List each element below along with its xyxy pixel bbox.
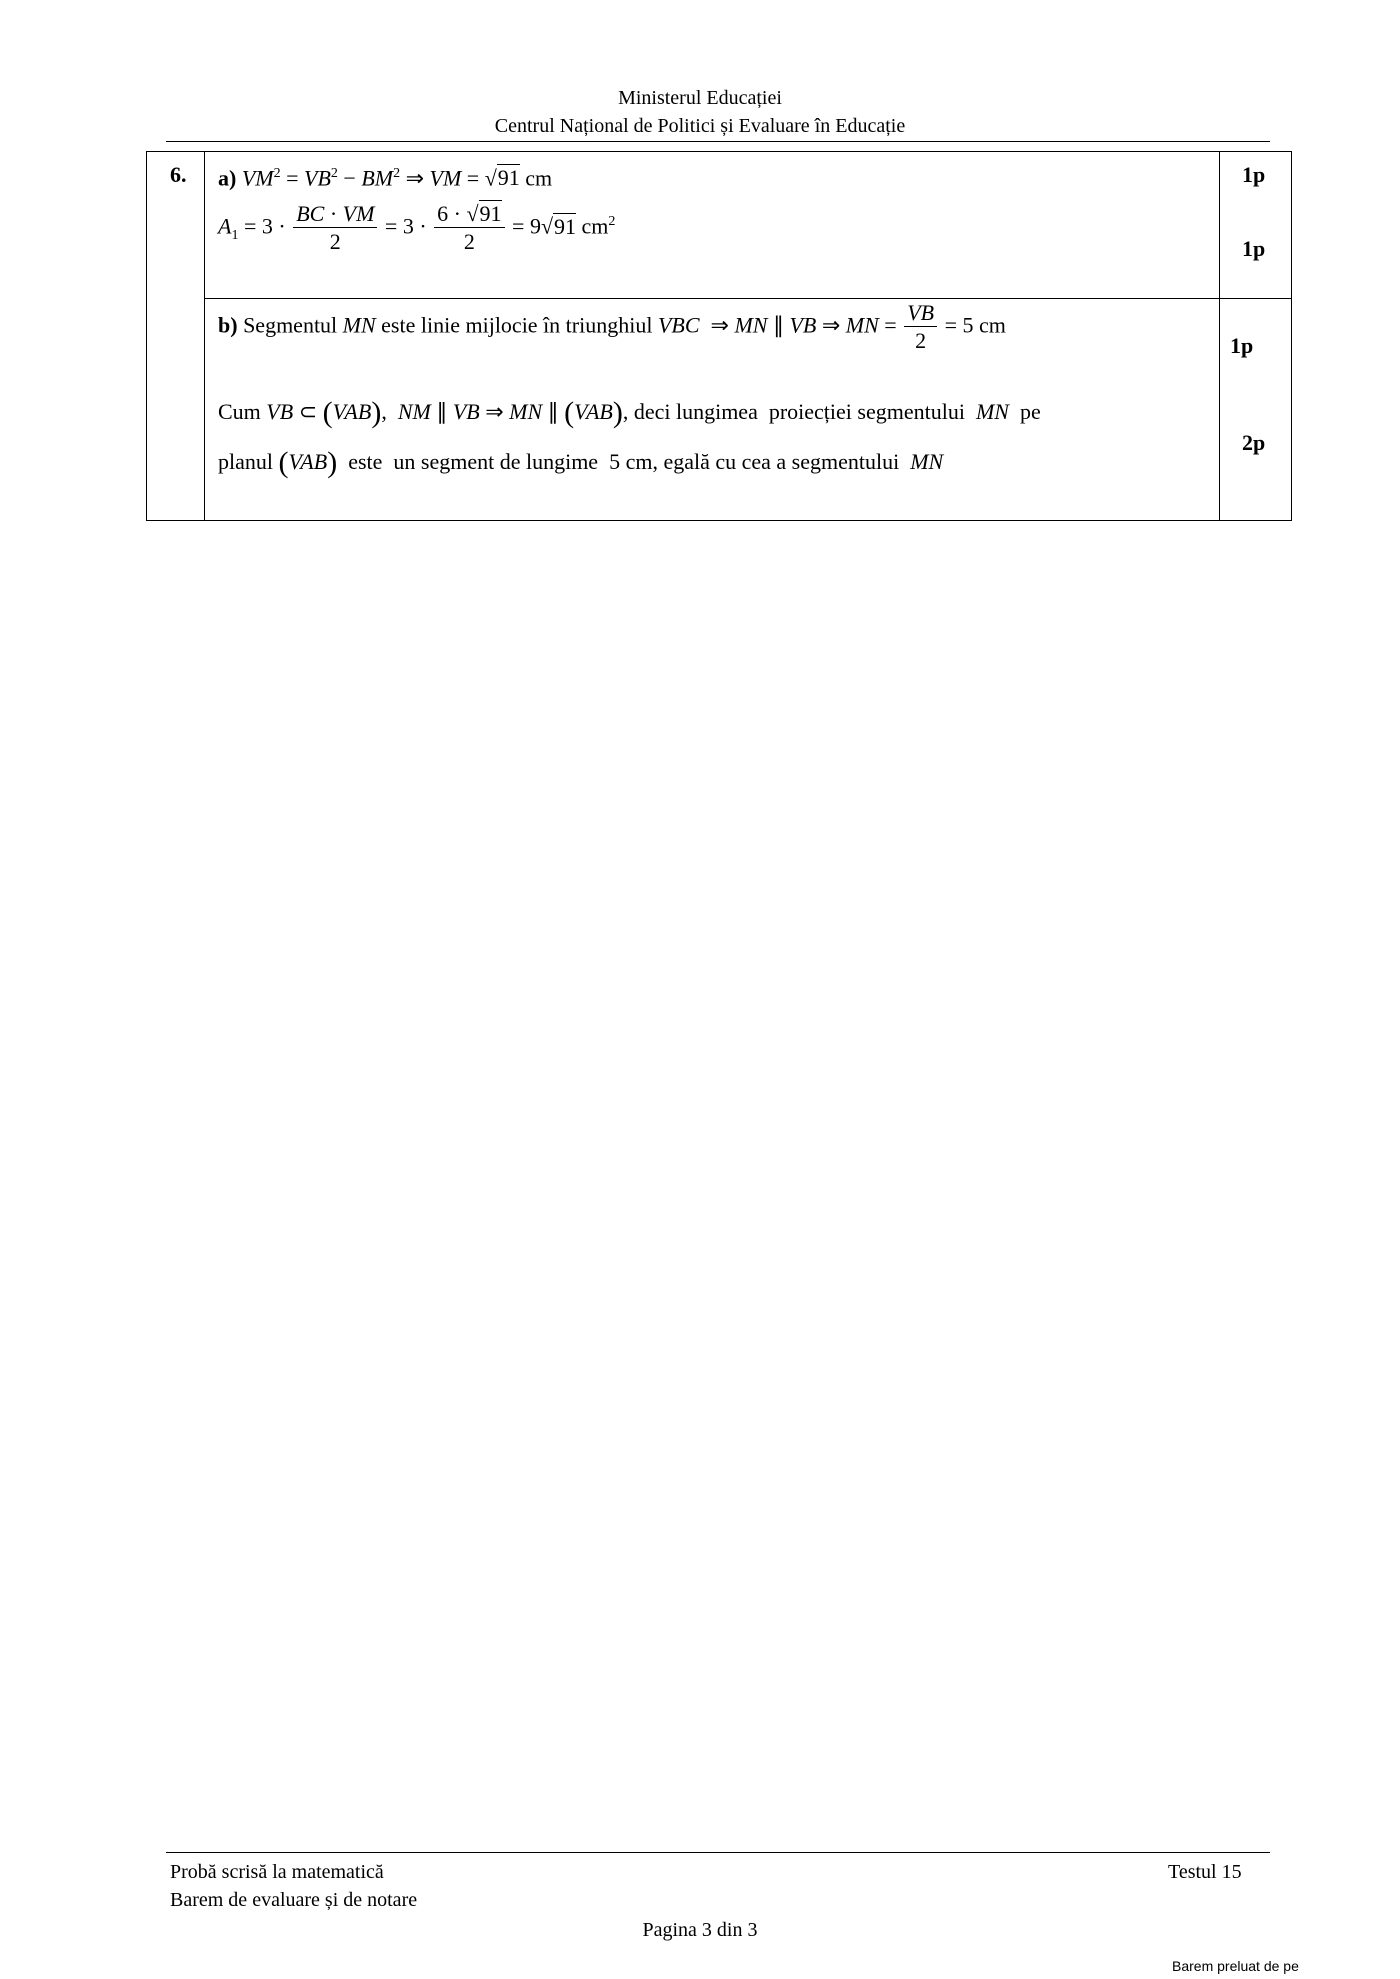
header-ministry: Ministerul Educației [618,87,782,109]
fraction-bc-vm: $\frac{BC \cdot VM}{2}$ [293,201,377,256]
fraction-vb-2: $\frac{VB}{2}$ [904,300,937,355]
header-rule [166,141,1270,142]
footer-exam-title: Probă scrisă la matematică [170,1861,384,1883]
fraction-6-sqrt91: $\frac{6 \cdot √91}{2}$ [434,201,504,256]
part-a-label: a) [218,165,237,191]
points-b-2: 2p [1242,430,1266,455]
footer-test-number: Testul 15 [1168,1861,1242,1883]
table-row-divider [204,298,1291,299]
header-center: Centrul Național de Politici și Evaluare în Educație [494,115,906,137]
table-col-divider-left [204,151,205,520]
points-b-1: 1p [1230,333,1254,358]
points-a-1: 1p [1242,162,1266,187]
footer-source-note: Barem preluat de pe [1172,1958,1299,1974]
footer-subtitle: Barem de evaluare și de notare [170,1889,418,1911]
part-b-label: b) [218,312,238,338]
footer-rule [166,1852,1270,1853]
footer-page-number: Pagina 3 din 3 [642,1919,758,1941]
part-b-line-2: Cum VB ⊂ (VAB), NM ∥ VB ⇒ MN ∥ (VAB), deci lungimea proiecției segmentului MN pe [218,396,1041,429]
part-a-line-1: a) $VM^2 = VB^2 - BM^2$ ⇒ VM = √91 cm [218,165,553,191]
points-a-2: 1p [1242,236,1266,261]
table-col-divider-right [1219,151,1220,520]
part-a-line-2: $A_1 = 3$ · $\frac{BC \cdot VM}{2}$ = 3 · $\frac{6 \cdot √91}{2}$ = 9√91 $cm^2$ [218,201,616,254]
part-b-line-3: planul (VAB) este un segment de lungime 5 cm, egală cu cea a segmentului MN [218,446,944,479]
part-b-line-1: b) Segmentul MN este linie mijlocie în triunghiul VBC ⇒ MN ∥ VB ⇒ MN = $\frac{VB}{2}$ = 5 cm [218,300,1006,353]
item-number: 6. [170,162,187,187]
